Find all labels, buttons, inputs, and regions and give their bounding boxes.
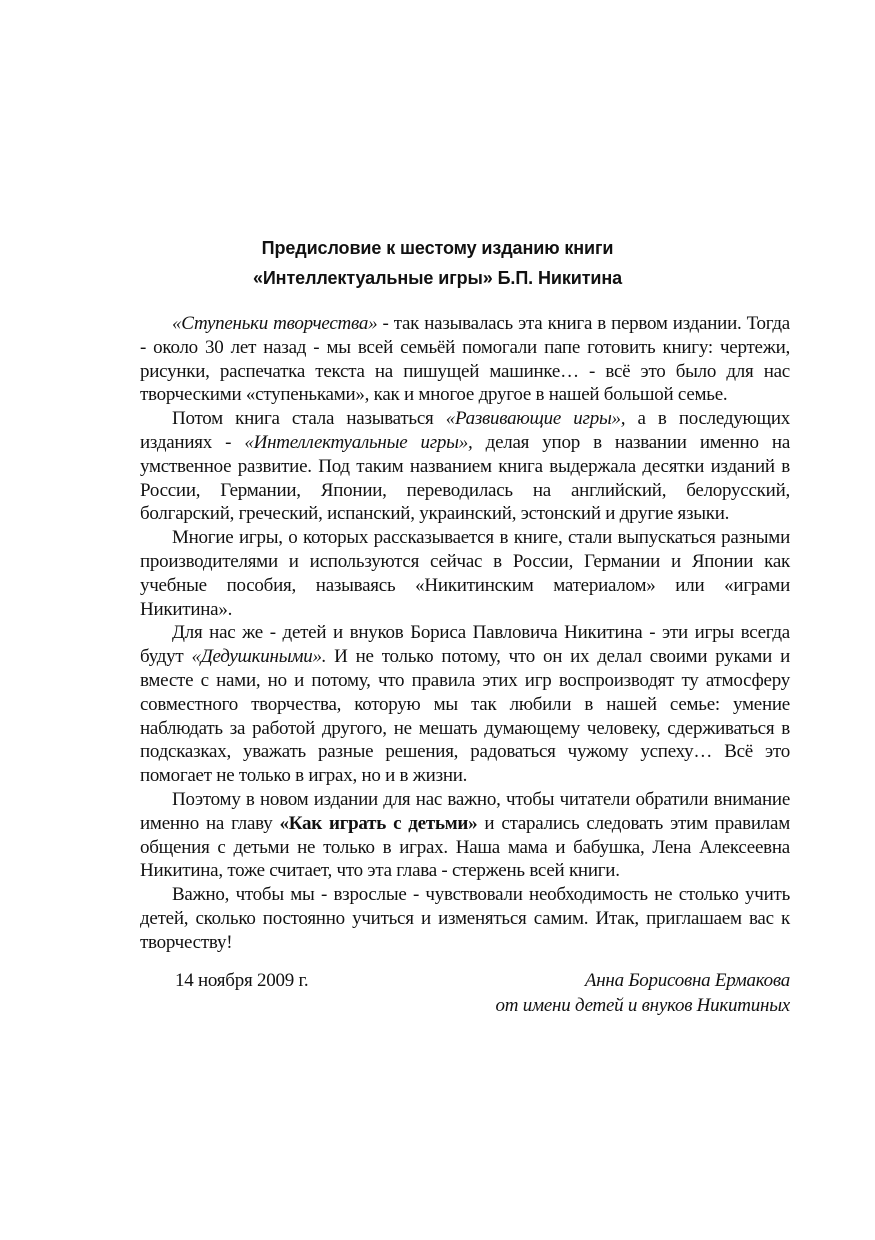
book-current-title: «Интеллектуальные игры»,	[244, 431, 473, 453]
paragraph-5: Поэтому в новом издании для нас важно, чтобы читатели обратили внимание именно на главу «Как играть с детьми» и старались следовать этим правилам общения с детьми не только в играх. Наша мама и бабушка, Лена Алексеевна Никитина, тоже считает, что эта глава - стержень всей книги.	[140, 788, 790, 882]
chapter-reference: «Как играть с детьми»	[279, 812, 478, 834]
book-first-title: «Ступеньки творчества»	[172, 313, 378, 334]
title-line-1: Предисловие к шестому изданию книги	[261, 238, 614, 258]
grandfather-games-term: «Дедушкиными».	[191, 646, 327, 668]
author-on-behalf: от имени детей и внуков Никитиных	[495, 995, 790, 1016]
paragraph-4: Для нас же - детей и внуков Бориса Павловича Никитина - эти игры всегда будут «Дедушкиными». И не только потому, что он их делал своими руками и вместе с нами, но и потому, что правила этих игр воспроизводят ту атмосферу совместного творчества, которую мы так любили в нашей семье: умение наблюдать за работой другого, не мешать думающему человеку, сдерживаться в подсказках, уважать разные решения, радоваться чужому успеху… Всё это помогает не только в играх, но и в жизни.	[140, 622, 790, 787]
paragraph-3: Многие игры, о которых рассказывается в книге, стали выпускаться разными производителями и используются сейчас в России, Германии и Японии как учебные пособия, называясь «Никитинским материалом» или «играми Никитина».	[140, 527, 790, 620]
book-second-title: «Развивающие игры»,	[445, 408, 626, 430]
title-line-2: «Интеллектуальные игры» Б.П. Никитина	[252, 268, 623, 288]
preface-body	[140, 312, 790, 955]
signature-author	[496, 968, 790, 1018]
author-name: Анна Борисовна Ермакова	[584, 970, 790, 991]
paragraph-1: «Ступеньки творчества» - так называлась эта книга в первом издании. Тогда - около 30 лет назад - мы всей семьёй помогали папе готовить книгу: чертежи, рисунки, распечатка текста на пишущей машинке… - всё это было для нас творческими «ступеньками», как и многое другое в нашей большой семье.	[140, 313, 790, 406]
signature-date: 14 ноября 2009 г.	[175, 970, 309, 991]
page-title	[120, 233, 755, 293]
paragraph-2: Потом книга стала называться «Развивающие игры», а в последующих изданиях - «Интеллектуальные игры», делая упор в названии именно на умственное развитие. Под таким названием книга выдержала десятки изданий в России, Германии, Японии, переводилась на английский, белорусский, болгарский, греческий, испанский, украинский, эстонский и другие языки.	[140, 408, 790, 525]
paragraph-6: Важно, чтобы мы - взрослые - чувствовали необходимость не столько учить детей, сколько постоянно учиться и изменяться самим. Итак, приглашаем вас к творчеству!	[140, 884, 790, 953]
